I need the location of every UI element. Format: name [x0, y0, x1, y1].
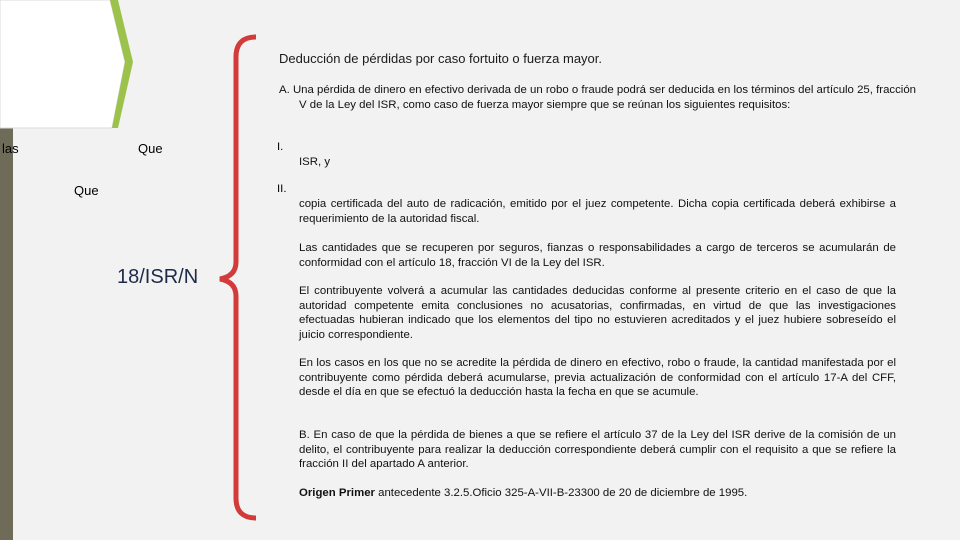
paragraph-contribuyente: El contribuyente volverá a acumular las cantidades deducidas conforme al presente criterio en el caso de que la autoridad competente emita conclusiones no acusatorias, confirmadas, en virtud de que las investigaciones efectuadas hubieran indicado que los elementos del tipo no estuvieren acreditados y el juez hubiere sobreseído el juicio correspondiente. [299, 285, 896, 341]
origin-text: antecedente 3.2.5.Oficio 325-A-VII-B-23300 de 20 de diciembre de 1995. [374, 487, 748, 499]
criterion-code: 18/ISR/N [117, 266, 199, 288]
item-2-number: II. [277, 183, 287, 195]
origin-label: Origen Primer [299, 487, 375, 499]
origin-line [299, 486, 896, 501]
item-2-text: copia certificada del auto de radicación, emitido por el juez competente. Dicha copia certificada deberá exhibirse a requerimiento de la autoridad fiscal. [299, 198, 896, 225]
paragraph-casos: En los casos en los que no se acredite la pérdida de dinero en efectivo, robo o fraude, la cantidad manifestada por el contribuyente como pérdida deberá acumularse, previa actualización de conformidad con el artículo 17-A del CFF, desde el día en que se efectuó la deducción hasta la fecha en que se acumule. [299, 357, 896, 399]
section-a-text: A. Una pérdida de dinero en efectivo derivada de un robo o fraude podrá ser deducida en los términos del artículo 25, fracción V de la Ley del ISR, como caso de fuerza mayor siempre que se reúnan los siguientes requisitos: [279, 84, 916, 111]
slide-title: Deducción de pérdidas por caso fortuito o fuerza mayor. [279, 51, 603, 66]
left-label-que-2: Que [74, 183, 99, 198]
paragraph-recuperen: Las cantidades que se recuperen por seguros, fianzas o responsabilidades a cargo de terceros se acumularán de conformidad con el artículo 18, fracción VI de la Ley del ISR. [299, 242, 896, 269]
left-label-las: las [2, 141, 19, 156]
left-label-que-1: Que [138, 141, 163, 156]
item-1-text: ISR, y [299, 156, 331, 168]
section-b-text: B. En caso de que la pérdida de bienes a que se refiere el artículo 37 de la Ley del ISR derive de la comisión de un delito, el contribuyente para realizar la deducción correspondiente deberá cumplir con el requisito a que se refiere la fracción II del apartado A anterior. [299, 429, 896, 471]
item-1-number: I. [277, 141, 284, 153]
